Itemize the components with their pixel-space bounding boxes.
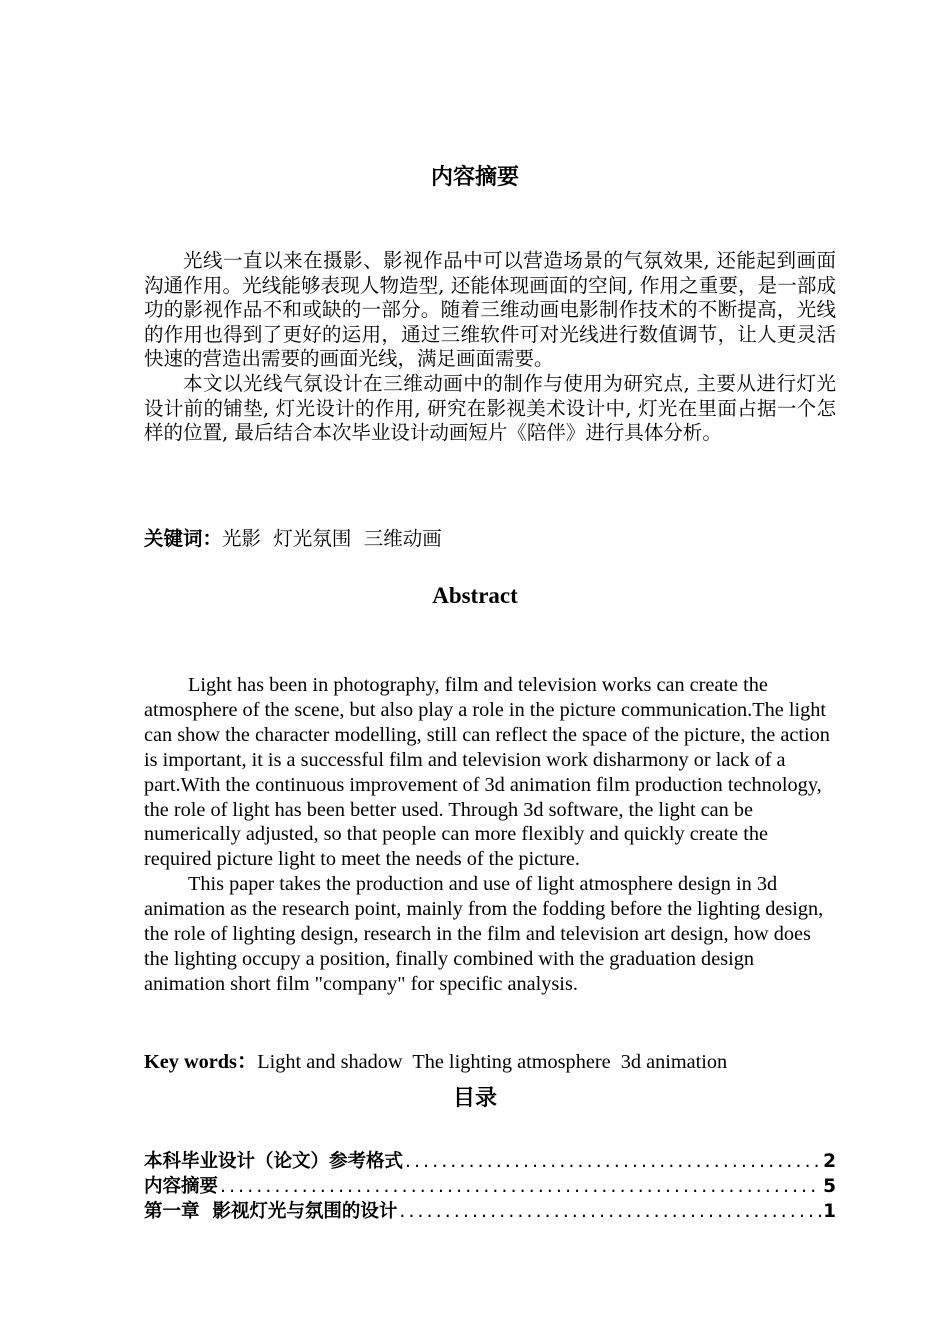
toc-leader-dots — [399, 1201, 821, 1222]
toc-entry[interactable] — [144, 1197, 836, 1222]
table-of-contents — [144, 1147, 836, 1222]
toc-title: 目录 — [452, 1086, 497, 1111]
toc-leader-dots — [405, 1151, 821, 1172]
toc-entry-text: 第一章 影视灯光与氛围的设计 — [144, 1201, 398, 1222]
abstract-en-body — [144, 673, 836, 997]
keywords-label: 关键词： — [144, 527, 223, 550]
toc-entry[interactable] — [144, 1147, 836, 1172]
abstract-cn-title: 内容摘要 — [430, 165, 519, 190]
abstract-cn-paragraph: 本文以光线气氛设计在三维动画中的制作与使用为研究点, 主要从进行灯光设计前的铺垫, 灯光设计的作用, 研究在影视美术设计中, 灯光在里面占据一个怎样的位置, 最后结合本次毕业设计动画短片《陪伴》进行具体分析。 — [144, 371, 836, 445]
abstract-en-title: Abstract — [432, 583, 518, 608]
abstract-en-paragraph: Light has been in photography, film and television works can create the atmosphere of the scene, but also play a role in the picture communication.The light can show the character modelling, still can reflect the space of the picture, the action is important, it is a successful film and television work disharmony or lack of a part.With the continuous improvement of 3d animation film production technology, the role of light has been better used. Through 3d software, the light can be numerically adjusted, so that people can more flexibly and quickly create the required picture light to meet the needs of the picture. — [144, 674, 830, 871]
toc-leader-dots — [220, 1176, 821, 1197]
toc-entry-text: 内容摘要 — [144, 1176, 219, 1197]
toc-entry[interactable] — [144, 1172, 836, 1197]
keywords-label: Key words： — [144, 1051, 258, 1073]
abstract-en-keywords — [144, 1045, 727, 1074]
abstract-cn-keywords — [144, 523, 442, 551]
toc-entry-page: 2 — [823, 1151, 836, 1172]
abstract-en-paragraph: This paper takes the production and use of light atmosphere design in 3d animation as the research point, mainly from the fodding before the lighting design, the role of lighting design, research in the film and television art design, how does the lighting occupy a position, finally combined with the graduation design animation short film "company" for specific analysis. — [144, 873, 824, 995]
toc-entry-page: 1 — [823, 1201, 836, 1222]
abstract-cn-body — [144, 249, 836, 446]
abstract-cn-paragraph: 光线一直以来在摄影、影视作品中可以营造场景的气氛效果, 还能起到画面沟通作用。光线能够表现人物造型, 还能体现画面的空间, 作用之重要，是一部成功的影视作品不和或缺的一部分。随着三维动画电影制作技术的不断提高，光线的作用也得到了更好的运用，通过三维软件可对光线进行数值调节，让人更灵活快速的营造出需要的画面光线，满足画面需要。 — [144, 249, 836, 371]
toc-entry-page: 5 — [823, 1176, 836, 1197]
toc-entry-text: 本科毕业设计（论文）参考格式 — [144, 1151, 404, 1172]
keywords-value: Light and shadow The lighting atmosphere 3d animation — [257, 1051, 728, 1073]
keywords-value: 光影 灯光氛围 三维动画 — [222, 527, 442, 550]
